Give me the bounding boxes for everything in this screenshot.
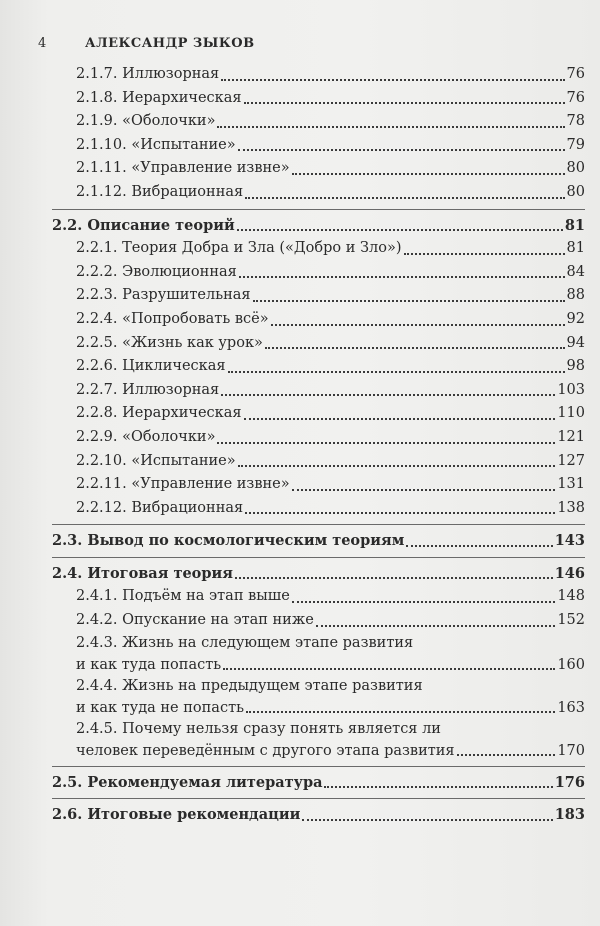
toc-entry: [52, 402, 585, 426]
toc-page-number: 79: [566, 136, 585, 153]
dot-leader: [245, 511, 555, 514]
author-name: АЛЕКСАНДР ЗЫКОВ: [85, 36, 255, 51]
dot-leader: [244, 101, 565, 104]
dot-leader: [235, 576, 553, 579]
dot-leader: [457, 753, 556, 756]
toc-entry-title: 2.1.7. Иллюзорная: [76, 66, 220, 82]
toc-page-number: 80: [566, 183, 585, 200]
dot-leader: [292, 600, 555, 603]
toc-page-number: 94: [566, 334, 585, 351]
toc-entry: [52, 181, 585, 205]
toc-section-heading: [52, 562, 585, 586]
toc-page-number: 76: [566, 66, 585, 82]
toc-entry-title: 2.4.2. Опускание на этап ниже: [76, 612, 314, 629]
toc-page-number: 81: [566, 240, 585, 257]
toc-entry: [52, 585, 585, 609]
toc-entry-title: 2.2.6. Циклическая: [76, 358, 226, 375]
toc-page-number: 78: [566, 113, 585, 130]
toc-entry: [52, 261, 585, 285]
toc-entry-title: 2.2.9. «Оболочки»: [76, 428, 216, 445]
toc-page-number: 121: [557, 428, 585, 445]
dot-leader: [217, 125, 564, 128]
toc-entry: [52, 719, 585, 762]
page-number: 4: [38, 36, 47, 51]
dot-leader: [302, 818, 552, 821]
toc-page-number: 146: [554, 564, 585, 582]
dot-leader: [221, 393, 555, 396]
toc-page-number: 127: [557, 452, 585, 469]
toc-page-number: 152: [557, 612, 585, 629]
toc-page-number: 176: [554, 773, 585, 791]
dot-leader: [244, 417, 556, 420]
toc-page-number: 160: [557, 656, 585, 673]
toc-entry: [52, 237, 585, 261]
toc-entry-title: 2.1.8. Иерархическая: [76, 89, 242, 106]
dot-leader: [271, 323, 565, 326]
dot-leader: [265, 346, 565, 349]
toc-entry-title: 2.5. Рекомендуемая литература: [52, 773, 323, 791]
toc-page-number: 84: [566, 263, 585, 280]
table-of-contents: [52, 63, 585, 827]
toc-entry-title: 2.2.2. Эволюционная: [76, 263, 237, 280]
dot-leader: [217, 441, 555, 444]
toc-section-heading: [52, 214, 585, 238]
toc-entry: [52, 87, 585, 111]
dot-leader: [237, 228, 563, 231]
dot-leader: [246, 710, 555, 713]
toc-page-number: 76: [566, 89, 585, 106]
toc-entry: [52, 609, 585, 633]
dot-leader: [253, 299, 565, 302]
section-divider: [52, 798, 585, 799]
dot-leader: [221, 78, 564, 81]
toc-page-number: 92: [566, 310, 585, 327]
toc-page-number: 183: [554, 806, 585, 824]
toc-entry-title: 2.3. Вывод по космологическим теориям: [52, 532, 405, 550]
toc-entry-title: 2.2.1. Теория Добра и Зла («Добро и Зло»): [76, 240, 402, 257]
dot-leader: [404, 252, 565, 255]
dot-leader: [239, 275, 565, 278]
toc-entry-title: 2.2. Описание теорий: [52, 216, 235, 234]
running-header: [38, 36, 570, 51]
toc-page-number: 103: [557, 381, 585, 398]
toc-entry: [52, 633, 585, 676]
toc-entry-title: 2.4. Итоговая теория: [52, 564, 233, 582]
dot-leader: [238, 464, 556, 467]
toc-entry-title: 2.1.9. «Оболочки»: [76, 113, 216, 130]
toc-entry-title: 2.6. Итоговые рекомендации: [52, 806, 301, 824]
toc-entry-title: 2.4.1. Подъём на этап выше: [76, 588, 290, 605]
toc-entry-title: 2.2.7. Иллюзорная: [76, 381, 220, 398]
toc-entry-title: 2.4.5. Почему нельзя сразу понять является ли: [76, 720, 441, 737]
toc-entry-title: 2.2.11. «Управление извне»: [76, 476, 290, 493]
toc-entry: [52, 473, 585, 497]
toc-entry-title: 2.2.12. Вибрационная: [76, 499, 244, 516]
toc-entry: [52, 157, 585, 181]
dot-leader: [228, 370, 565, 373]
toc-entry: [52, 355, 585, 379]
section-divider: [52, 524, 585, 525]
toc-entry-title: 2.1.11. «Управление извне»: [76, 160, 290, 177]
toc-page-number: 88: [566, 287, 585, 304]
toc-section-heading: [52, 529, 585, 553]
toc-page-number: 80: [566, 160, 585, 177]
toc-entry: [52, 308, 585, 332]
dot-leader: [245, 196, 564, 199]
toc-entry: [52, 110, 585, 134]
dot-leader: [292, 172, 565, 175]
dot-leader: [292, 488, 556, 491]
toc-page-number: 131: [557, 476, 585, 493]
toc-entry: [52, 63, 585, 87]
toc-page-number: 143: [554, 532, 585, 550]
toc-page-number: 110: [557, 405, 585, 422]
toc-entry: [52, 332, 585, 356]
toc-entry: [52, 379, 585, 403]
toc-page-number: 98: [566, 358, 585, 375]
toc-section-heading: [52, 771, 585, 795]
toc-entry-title-continued: и как туда не попасть: [76, 699, 244, 716]
toc-entry: [52, 426, 585, 450]
toc-section-heading: [52, 803, 585, 827]
toc-entry-title: 2.2.10. «Испытание»: [76, 452, 236, 469]
toc-entry-title: 2.1.10. «Испытание»: [76, 136, 236, 153]
dot-leader: [223, 667, 555, 670]
toc-entry: [52, 284, 585, 308]
section-divider: [52, 209, 585, 210]
section-divider: [52, 766, 585, 767]
toc-entry-title-continued: человек переведённым с другого этапа развития: [76, 742, 455, 759]
toc-entry: [52, 450, 585, 474]
toc-entry-title-continued: и как туда попасть: [76, 656, 222, 673]
toc-entry: [52, 676, 585, 719]
toc-entry-title: 2.4.4. Жизнь на предыдущем этапе развития: [76, 677, 423, 694]
dot-leader: [316, 624, 556, 627]
toc-page-number: 163: [557, 699, 585, 716]
toc-entry-title: 2.4.3. Жизнь на следующем этапе развития: [76, 634, 414, 651]
toc-entry-title: 2.2.8. Иерархическая: [76, 405, 242, 422]
toc-page-number: 138: [557, 499, 585, 516]
toc-entry-title: 2.2.4. «Попробовать всё»: [76, 310, 269, 327]
toc-entry: [52, 134, 585, 158]
section-divider: [52, 557, 585, 558]
dot-leader: [324, 785, 552, 788]
toc-page-number: 148: [557, 588, 585, 605]
dot-leader: [406, 544, 552, 547]
toc-entry-title: 2.2.5. «Жизнь как урок»: [76, 334, 263, 351]
toc-page-number: 170: [557, 742, 585, 759]
toc-entry-title: 2.1.12. Вибрационная: [76, 183, 244, 200]
toc-entry: [52, 497, 585, 521]
toc-entry-title: 2.2.3. Разрушительная: [76, 287, 251, 304]
toc-page-number: 81: [564, 216, 585, 234]
dot-leader: [238, 148, 565, 151]
